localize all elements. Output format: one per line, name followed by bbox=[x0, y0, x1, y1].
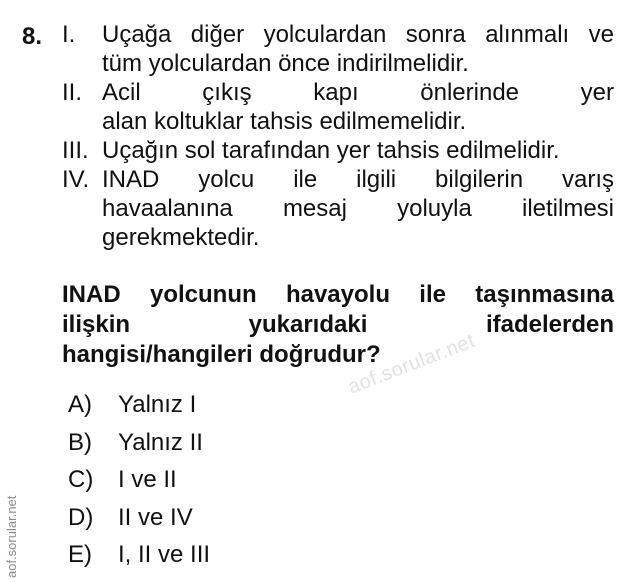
question-line-2: ilişkin yukarıdaki ifadelerden bbox=[62, 311, 614, 338]
statement-2-numeral: II. bbox=[62, 79, 83, 106]
option-e-letter: E) bbox=[68, 541, 92, 568]
statement-1-line-1: Uçağa diğer yolculardan sonra alınmalı ve bbox=[102, 21, 614, 48]
question-line-3: hangisi/hangileri doğrudur? bbox=[62, 341, 381, 368]
statement-1 bbox=[62, 20, 614, 78]
statement-3 bbox=[62, 136, 614, 165]
option-a-letter: A) bbox=[68, 391, 92, 418]
statement-2 bbox=[62, 78, 614, 136]
option-a-text: Yalnız I bbox=[118, 391, 197, 418]
statement-4-line-2: havaalanına mesaj yoluyla iletilmesi bbox=[102, 195, 614, 222]
statement-4-line-3: gerekmektedir. bbox=[102, 224, 260, 251]
statement-2-line-2: alan koltuklar tahsis edilmemelidir. bbox=[102, 108, 467, 135]
question-stem bbox=[62, 280, 614, 370]
statement-4-numeral: IV. bbox=[62, 166, 90, 193]
statement-3-numeral: III. bbox=[62, 137, 89, 164]
option-e-text: I, II ve III bbox=[118, 541, 211, 568]
option-c[interactable] bbox=[68, 461, 210, 499]
statement-1-line-2: tüm yolculardan önce indirilmelidir. bbox=[102, 50, 469, 77]
statement-2-line-1: Acil çıkış kapı önlerinde yer bbox=[102, 79, 614, 106]
option-b-text: Yalnız II bbox=[118, 428, 203, 456]
option-c-letter: C) bbox=[68, 466, 94, 493]
statement-3-line-1: Uçağın sol tarafından yer tahsis edilmelidir. bbox=[102, 137, 560, 164]
statement-4 bbox=[62, 165, 614, 252]
statement-1-numeral: I. bbox=[62, 21, 76, 48]
option-e[interactable] bbox=[68, 536, 210, 574]
question-line-1: INAD yolcunun havayolu ile taşınmasına bbox=[62, 281, 614, 308]
statement-4-line-1: INAD yolcu ile ilgili bilgilerin varış bbox=[102, 166, 614, 193]
watermark-side: aof.sorular.net bbox=[4, 495, 19, 578]
option-d-text: II ve IV bbox=[118, 503, 193, 531]
option-d-letter: D) bbox=[68, 503, 94, 531]
option-c-text: I ve II bbox=[118, 466, 177, 493]
option-a[interactable] bbox=[68, 386, 210, 424]
option-d[interactable] bbox=[68, 499, 210, 537]
question-number: 8. bbox=[22, 23, 43, 50]
answer-options bbox=[68, 386, 210, 574]
option-b-letter: B) bbox=[68, 428, 92, 456]
option-b[interactable] bbox=[68, 424, 210, 462]
watermark-center: aof.sorular.net bbox=[345, 329, 479, 399]
